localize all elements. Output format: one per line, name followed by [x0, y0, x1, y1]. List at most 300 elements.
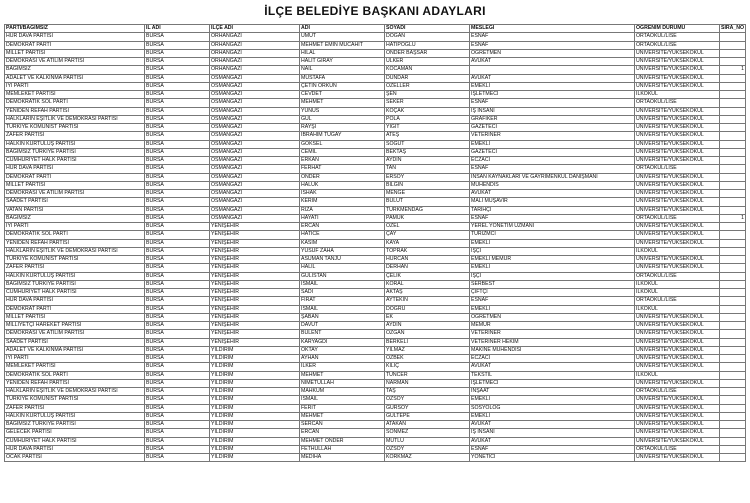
cell-education: ÜNİVERSİTE/YÜKSEKOKUL: [635, 363, 720, 371]
cell-district: ORHANGAZİ: [210, 49, 300, 57]
table-row: [5, 66, 746, 74]
cell-first-name: NAİL: [300, 66, 385, 74]
table-row: [5, 157, 746, 165]
cell-occupation: İŞLETMECİ: [470, 379, 635, 387]
cell-order-no: [720, 355, 746, 363]
cell-district: YENİŞEHİR: [210, 280, 300, 288]
cell-order-no: [720, 305, 746, 313]
cell-party: YENİDEN REFAH PARTİSİ: [5, 239, 145, 247]
cell-province: BURSA: [145, 305, 210, 313]
table-row: [5, 305, 746, 313]
cell-last-name: MUTLU: [385, 437, 470, 445]
cell-district: YENİŞEHİR: [210, 239, 300, 247]
cell-occupation: ESNAF: [470, 165, 635, 173]
table-row: [5, 355, 746, 363]
cell-education: ÜNİVERSİTE/YÜKSEKOKUL: [635, 223, 720, 231]
table-row: [5, 99, 746, 107]
cell-order-no: [720, 206, 746, 214]
cell-district: OSMANGAZİ: [210, 206, 300, 214]
cell-party: İYİ PARTİ: [5, 223, 145, 231]
cell-district: ORHANGAZİ: [210, 66, 300, 74]
cell-education: ÜNİVERSİTE/YÜKSEKOKUL: [635, 239, 720, 247]
table-row: [5, 396, 746, 404]
cell-province: BURSA: [145, 256, 210, 264]
cell-occupation: EMEKLİ: [470, 396, 635, 404]
cell-party: HÜR DAVA PARTİSİ: [5, 297, 145, 305]
cell-last-name: YİĞİT: [385, 124, 470, 132]
cell-first-name: İSMAİL: [300, 396, 385, 404]
table-row: [5, 173, 746, 181]
cell-first-name: KERİM: [300, 198, 385, 206]
cell-occupation: EMEKLİ MEMUR: [470, 256, 635, 264]
cell-education: ÜNİVERSİTE/YÜKSEKOKUL: [635, 157, 720, 165]
cell-district: YENİŞEHİR: [210, 264, 300, 272]
table-row: [5, 198, 746, 206]
cell-order-no: [720, 165, 746, 173]
cell-province: BURSA: [145, 74, 210, 82]
cell-occupation: ESNAF: [470, 445, 635, 453]
cell-education: ÜNİVERSİTE/YÜKSEKOKUL: [635, 49, 720, 57]
cell-province: BURSA: [145, 412, 210, 420]
cell-occupation: İŞLETMECİ: [470, 91, 635, 99]
cell-occupation: ESNAF: [470, 99, 635, 107]
column-header-occupation: MESLEĞİ: [470, 25, 635, 33]
cell-last-name: TÜRKMENDAĞ: [385, 206, 470, 214]
table-row: [5, 429, 746, 437]
cell-party: OCAK PARTİSİ: [5, 454, 145, 462]
cell-district: OSMANGAZİ: [210, 107, 300, 115]
cell-party: BAĞIMSIZ TÜRKİYE PARTİSİ: [5, 421, 145, 429]
cell-order-no: [720, 231, 746, 239]
cell-first-name: HALİL: [300, 264, 385, 272]
table-row: [5, 82, 746, 90]
cell-last-name: ÖZELLER: [385, 82, 470, 90]
cell-party: DEMOKRATİK SOL PARTİ: [5, 371, 145, 379]
table-row: [5, 49, 746, 57]
cell-last-name: SÖĞÜT: [385, 140, 470, 148]
cell-education: ÜNİVERSİTE/YÜKSEKOKUL: [635, 313, 720, 321]
cell-party: SAADET PARTİSİ: [5, 338, 145, 346]
cell-district: YENİŞEHİR: [210, 289, 300, 297]
cell-education: ÜNİVERSİTE/YÜKSEKOKUL: [635, 115, 720, 123]
cell-party: DEMOKRAT PARTİ: [5, 41, 145, 49]
cell-education: ORTAOKUL/LİSE: [635, 165, 720, 173]
cell-education: ÜNİVERSİTE/YÜKSEKOKUL: [635, 124, 720, 132]
cell-order-no: [720, 264, 746, 272]
cell-occupation: SOSYOLOG: [470, 404, 635, 412]
cell-province: BURSA: [145, 313, 210, 321]
cell-first-name: MEHMET EMİN MÜCAHİT: [300, 41, 385, 49]
column-header-first-name: ADI: [300, 25, 385, 33]
cell-occupation: EMEKLİ: [470, 305, 635, 313]
cell-occupation: MAKİNE MÜHENDİSİ: [470, 346, 635, 354]
cell-order-no: [720, 198, 746, 206]
cell-education: ÜNİVERSİTE/YÜKSEKOKUL: [635, 330, 720, 338]
cell-district: OSMANGAZİ: [210, 214, 300, 222]
cell-province: BURSA: [145, 445, 210, 453]
cell-last-name: HATİPOĞLU: [385, 41, 470, 49]
table-row: [5, 404, 746, 412]
cell-last-name: ÖZEL: [385, 223, 470, 231]
cell-first-name: İSMAİL: [300, 305, 385, 313]
cell-first-name: MUSTAFA: [300, 74, 385, 82]
cell-party: ADALET VE KALKINMA PARTİSİ: [5, 74, 145, 82]
cell-last-name: KORAL: [385, 280, 470, 288]
cell-education: İLKOKUL: [635, 91, 720, 99]
cell-district: OSMANGAZİ: [210, 99, 300, 107]
cell-province: BURSA: [145, 132, 210, 140]
cell-province: BURSA: [145, 404, 210, 412]
cell-last-name: TUNCER: [385, 371, 470, 379]
cell-first-name: ERCAN: [300, 429, 385, 437]
table-row: [5, 280, 746, 288]
cell-last-name: KAYA: [385, 239, 470, 247]
cell-first-name: MAHKUM: [300, 388, 385, 396]
cell-education: ORTAOKUL/LİSE: [635, 41, 720, 49]
cell-order-no: [720, 256, 746, 264]
cell-order-no: [720, 124, 746, 132]
cell-province: BURSA: [145, 157, 210, 165]
cell-first-name: KASIM: [300, 239, 385, 247]
cell-last-name: DOĞRU: [385, 305, 470, 313]
cell-education: ORTAOKUL/LİSE: [635, 445, 720, 453]
cell-province: BURSA: [145, 330, 210, 338]
cell-district: YENİŞEHİR: [210, 305, 300, 313]
cell-education: ORTAOKUL/LİSE: [635, 33, 720, 41]
cell-last-name: ÖZSOY: [385, 396, 470, 404]
cell-district: OSMANGAZİ: [210, 91, 300, 99]
table-row: [5, 190, 746, 198]
cell-education: ÜNİVERSİTE/YÜKSEKOKUL: [635, 346, 720, 354]
cell-province: BURSA: [145, 289, 210, 297]
cell-education: İLKOKUL: [635, 371, 720, 379]
cell-occupation: TARİHÇİ: [470, 206, 635, 214]
cell-order-no: [720, 157, 746, 165]
cell-education: İLKOKUL: [635, 247, 720, 255]
cell-party: HÜR DAVA PARTİSİ: [5, 33, 145, 41]
cell-district: YILDIRIM: [210, 346, 300, 354]
cell-order-no: [720, 181, 746, 189]
cell-province: BURSA: [145, 165, 210, 173]
cell-occupation: MEMUR: [470, 322, 635, 330]
cell-party: HALKLARIN EŞİTLİK VE DEMOKRASİ PARTİSİ: [5, 388, 145, 396]
cell-province: BURSA: [145, 371, 210, 379]
cell-district: YILDIRIM: [210, 412, 300, 420]
cell-first-name: OKTAY: [300, 346, 385, 354]
cell-district: YENİŞEHİR: [210, 223, 300, 231]
cell-education: ÜNİVERSİTE/YÜKSEKOKUL: [635, 74, 720, 82]
cell-occupation: ECZACI: [470, 355, 635, 363]
cell-first-name: UMUT: [300, 33, 385, 41]
cell-occupation: ECZACI: [470, 157, 635, 165]
cell-last-name: ERSOY: [385, 173, 470, 181]
cell-first-name: İLKER: [300, 363, 385, 371]
table-row: [5, 247, 746, 255]
cell-last-name: POLA: [385, 115, 470, 123]
cell-first-name: HATİCE: [300, 231, 385, 239]
cell-order-no: [720, 289, 746, 297]
cell-party: MİLLİYETÇİ HAREKET PARTİSİ: [5, 322, 145, 330]
table-row: [5, 338, 746, 346]
cell-party: MEMLEKET PARTİSİ: [5, 91, 145, 99]
cell-last-name: AYDIN: [385, 157, 470, 165]
cell-party: DEMOKRASİ VE ATILIM PARTİSİ: [5, 330, 145, 338]
cell-last-name: YILMAZ: [385, 346, 470, 354]
cell-last-name: KOÇAK: [385, 107, 470, 115]
cell-province: BURSA: [145, 223, 210, 231]
cell-first-name: ASUMAN TANJU: [300, 256, 385, 264]
cell-education: ÜNİVERSİTE/YÜKSEKOKUL: [635, 355, 720, 363]
table-row: [5, 388, 746, 396]
cell-last-name: BEKTAŞ: [385, 148, 470, 156]
cell-party: MEMLEKET PARTİSİ: [5, 363, 145, 371]
cell-district: YILDIRIM: [210, 363, 300, 371]
cell-order-no: [720, 247, 746, 255]
cell-occupation: AVUKAT: [470, 421, 635, 429]
cell-occupation: YEREL YÖNETİM UZMANI: [470, 223, 635, 231]
cell-party: TÜRKİYE KOMÜNİST PARTİSİ: [5, 124, 145, 132]
cell-last-name: SÖNMEZ: [385, 429, 470, 437]
cell-occupation: TEKSTİL: [470, 371, 635, 379]
cell-occupation: AVUKAT: [470, 437, 635, 445]
cell-order-no: [720, 379, 746, 387]
cell-party: CUMHURİYET HALK PARTİSİ: [5, 157, 145, 165]
cell-last-name: AYTEKİN: [385, 297, 470, 305]
cell-first-name: DAVUT: [300, 322, 385, 330]
cell-occupation: ESNAF: [470, 297, 635, 305]
cell-district: OSMANGAZİ: [210, 173, 300, 181]
table-row: [5, 148, 746, 156]
cell-first-name: SERCAN: [300, 421, 385, 429]
cell-order-no: [720, 404, 746, 412]
cell-last-name: ÖNDER BAŞSAR: [385, 49, 470, 57]
column-header-district: İLÇE ADI: [210, 25, 300, 33]
cell-occupation: VETERİNER: [470, 132, 635, 140]
cell-first-name: İSMAİL: [300, 280, 385, 288]
cell-order-no: [720, 272, 746, 280]
cell-province: BURSA: [145, 264, 210, 272]
cell-order-no: [720, 239, 746, 247]
cell-last-name: DERHAN: [385, 264, 470, 272]
table-row: [5, 363, 746, 371]
cell-first-name: MEHMET ÖNDER: [300, 437, 385, 445]
cell-party: HALKLARIN EŞİTLİK VE DEMOKRASİ PARTİSİ: [5, 115, 145, 123]
table-row: [5, 289, 746, 297]
cell-district: OSMANGAZİ: [210, 157, 300, 165]
cell-first-name: GÜLİSTAN: [300, 272, 385, 280]
cell-first-name: BÜLENT: [300, 330, 385, 338]
cell-district: YENİŞEHİR: [210, 313, 300, 321]
cell-province: BURSA: [145, 49, 210, 57]
cell-first-name: GÖKSEL: [300, 140, 385, 148]
table-row: [5, 437, 746, 445]
cell-last-name: ÇAY: [385, 231, 470, 239]
cell-province: BURSA: [145, 66, 210, 74]
cell-province: BURSA: [145, 41, 210, 49]
cell-first-name: FERHAT: [300, 165, 385, 173]
cell-province: BURSA: [145, 346, 210, 354]
cell-first-name: MEHMET: [300, 99, 385, 107]
cell-order-no: [720, 99, 746, 107]
cell-last-name: ATAKAN: [385, 421, 470, 429]
cell-order-no: [720, 41, 746, 49]
cell-order-no: [720, 58, 746, 66]
cell-first-name: NİMETULLAH: [300, 379, 385, 387]
cell-last-name: TOPRAK: [385, 247, 470, 255]
cell-province: BURSA: [145, 140, 210, 148]
cell-party: YENİDEN REFAH PARTİSİ: [5, 107, 145, 115]
cell-party: DEMOKRASİ VE ATILIM PARTİSİ: [5, 58, 145, 66]
cell-education: ÜNİVERSİTE/YÜKSEKOKUL: [635, 181, 720, 189]
cell-occupation: ESNAF: [470, 33, 635, 41]
cell-last-name: AKTAŞ: [385, 289, 470, 297]
cell-district: YENİŞEHİR: [210, 338, 300, 346]
cell-first-name: FERİT: [300, 404, 385, 412]
cell-district: YENİŞEHİR: [210, 247, 300, 255]
cell-district: YILDIRIM: [210, 429, 300, 437]
cell-education: ÜNİVERSİTE/YÜKSEKOKUL: [635, 338, 720, 346]
cell-order-no: [720, 412, 746, 420]
table-row: [5, 223, 746, 231]
table-row: [5, 140, 746, 148]
cell-party: BAĞIMSIZ TÜRKİYE PARTİSİ: [5, 280, 145, 288]
cell-last-name: HÜRCAN: [385, 256, 470, 264]
cell-education: ÜNİVERSİTE/YÜKSEKOKUL: [635, 198, 720, 206]
cell-last-name: ÜLKER: [385, 58, 470, 66]
cell-occupation: [470, 66, 635, 74]
cell-education: ÜNİVERSİTE/YÜKSEKOKUL: [635, 379, 720, 387]
cell-district: OSMANGAZİ: [210, 181, 300, 189]
cell-party: ADALET VE KALKINMA PARTİSİ: [5, 346, 145, 354]
cell-party: GELECEK PARTİSİ: [5, 429, 145, 437]
table-row: [5, 272, 746, 280]
cell-first-name: HİLAL: [300, 49, 385, 57]
cell-occupation: EMEKLİ: [470, 412, 635, 420]
cell-occupation: ESNAF: [470, 41, 635, 49]
cell-province: BURSA: [145, 214, 210, 222]
cell-province: BURSA: [145, 82, 210, 90]
cell-province: BURSA: [145, 338, 210, 346]
cell-province: BURSA: [145, 388, 210, 396]
cell-province: BURSA: [145, 190, 210, 198]
table-row: [5, 206, 746, 214]
cell-last-name: TAN: [385, 165, 470, 173]
cell-party: VATAN PARTİSİ: [5, 206, 145, 214]
cell-order-no: [720, 313, 746, 321]
cell-occupation: VETERİNER HEKİM: [470, 338, 635, 346]
table-row: [5, 297, 746, 305]
cell-province: BURSA: [145, 437, 210, 445]
cell-order-no: [720, 363, 746, 371]
cell-district: YILDIRIM: [210, 371, 300, 379]
cell-district: OSMANGAZİ: [210, 148, 300, 156]
cell-last-name: ÖZBEK: [385, 355, 470, 363]
column-header-order-no: SIRA_NO: [721, 25, 745, 32]
cell-occupation: İŞ İNSANI: [470, 429, 635, 437]
cell-education: ÜNİVERSİTE/YÜKSEKOKUL: [635, 421, 720, 429]
cell-order-no: [720, 173, 746, 181]
cell-occupation: ÖĞRETMEN: [470, 49, 635, 57]
cell-order-no: [720, 454, 746, 462]
cell-first-name: KARYAĞDI: [300, 338, 385, 346]
cell-order-no: 1: [720, 214, 746, 222]
cell-party: TÜRKİYE KOMÜNİST PARTİSİ: [5, 396, 145, 404]
cell-occupation: EMEKLİ: [470, 264, 635, 272]
cell-province: BURSA: [145, 91, 210, 99]
cell-province: BURSA: [145, 124, 210, 132]
cell-province: BURSA: [145, 355, 210, 363]
cell-district: ORHANGAZİ: [210, 33, 300, 41]
cell-last-name: ÖZGAN: [385, 330, 470, 338]
cell-province: BURSA: [145, 107, 210, 115]
cell-education: ÜNİVERSİTE/YÜKSEKOKUL: [635, 66, 720, 74]
cell-party: MİLLET PARTİSİ: [5, 49, 145, 57]
cell-last-name: MENGE: [385, 190, 470, 198]
cell-district: YILDIRIM: [210, 404, 300, 412]
cell-occupation: AVUKAT: [470, 74, 635, 82]
cell-province: BURSA: [145, 396, 210, 404]
cell-order-no: [720, 140, 746, 148]
table-row: [5, 412, 746, 420]
table-header-row: [5, 25, 746, 33]
cell-order-no: [720, 338, 746, 346]
cell-district: YILDIRIM: [210, 437, 300, 445]
table-row: [5, 454, 746, 462]
cell-order-no: [720, 190, 746, 198]
cell-order-no: [720, 115, 746, 123]
cell-education: İLKOKUL: [635, 305, 720, 313]
cell-occupation: İŞÇİ: [470, 247, 635, 255]
cell-district: YILDIRIM: [210, 388, 300, 396]
table-row: [5, 346, 746, 354]
cell-party: HALKLARIN EŞİTLİK VE DEMOKRASİ PARTİSİ: [5, 247, 145, 255]
table-row: [5, 74, 746, 82]
table-row: [5, 330, 746, 338]
cell-last-name: BERKELİ: [385, 338, 470, 346]
cell-first-name: ŞABAN: [300, 313, 385, 321]
cell-district: YENİŞEHİR: [210, 330, 300, 338]
cell-order-no: [720, 74, 746, 82]
cell-education: ÜNİVERSİTE/YÜKSEKOKUL: [635, 437, 720, 445]
cell-party: BAĞIMSIZ: [5, 66, 145, 74]
cell-education: ÜNİVERSİTE/YÜKSEKOKUL: [635, 190, 720, 198]
cell-district: ORHANGAZİ: [210, 58, 300, 66]
column-header-party: PARTİ/BAĞIMSIZ: [5, 25, 145, 33]
candidates-table: [4, 24, 746, 462]
cell-occupation: SERBEST: [470, 280, 635, 288]
cell-province: BURSA: [145, 322, 210, 330]
cell-order-no: [720, 322, 746, 330]
cell-last-name: ŞEN: [385, 91, 470, 99]
cell-province: BURSA: [145, 58, 210, 66]
cell-province: BURSA: [145, 198, 210, 206]
cell-first-name: ÇETİN ORKUN: [300, 82, 385, 90]
cell-first-name: RIZA: [300, 206, 385, 214]
cell-order-no: [720, 91, 746, 99]
table-row: [5, 421, 746, 429]
cell-party: ZAFER PARTİSİ: [5, 132, 145, 140]
cell-education: ORTAOKUL/LİSE: [635, 297, 720, 305]
cell-education: ÜNİVERSİTE/YÜKSEKOKUL: [635, 140, 720, 148]
cell-first-name: FETHULLAH: [300, 445, 385, 453]
cell-province: BURSA: [145, 429, 210, 437]
cell-order-no: [720, 49, 746, 57]
cell-last-name: DOĞAN: [385, 33, 470, 41]
cell-last-name: GÜRSOY: [385, 404, 470, 412]
cell-province: BURSA: [145, 99, 210, 107]
cell-first-name: CEVDET: [300, 91, 385, 99]
cell-party: BAĞIMSIZ TÜRKİYE PARTİSİ: [5, 148, 145, 156]
